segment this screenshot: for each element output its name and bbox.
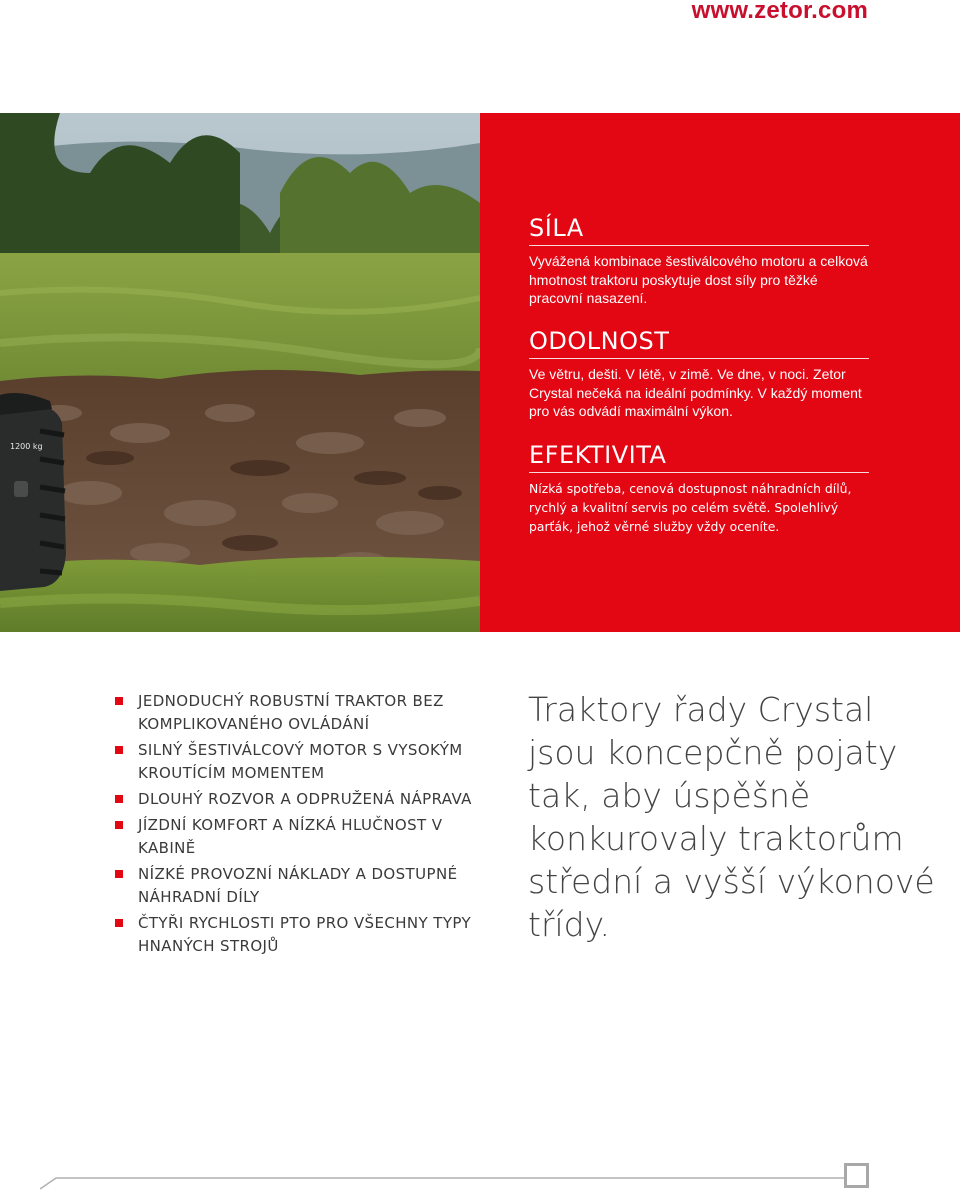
website-url[interactable]: www.zetor.com: [691, 0, 868, 24]
section-title: ODOLNOST: [529, 326, 869, 359]
tire-label: 1200 kg: [10, 442, 43, 451]
section-title: EFEKTIVITA: [529, 440, 869, 473]
feature-text: JEDNODUCHÝ ROBUSTNÍ TRAKTOR BEZ KOMPLIKOVANÉHO OVLÁDÁNÍ: [138, 692, 444, 733]
list-item: [115, 912, 495, 958]
section-odolnost: [529, 326, 869, 421]
section-text: Ve větru, dešti. V létě, v zimě. Ve dne, v noci. Zetor Crystal nečeká na ideální podmínky. V každý moment pro vás odvádí maximální výkon.: [529, 366, 862, 419]
list-item: [115, 863, 495, 909]
section-sila: [529, 213, 869, 308]
tagline: Traktory řady Crystal jsou koncepčně pojaty tak, aby úspěšně konkurovaly traktorům střední a vyšší výkonové třídy.: [528, 690, 935, 944]
footer-divider: [40, 1172, 850, 1190]
list-item: [115, 739, 495, 785]
list-item: [115, 814, 495, 860]
bullet-icon: [115, 870, 123, 878]
section-title: SÍLA: [529, 213, 869, 246]
section-efektivita: [529, 440, 869, 536]
list-item: [115, 788, 495, 811]
feature-text: SILNÝ ŠESTIVÁLCOVÝ MOTOR S VYSOKÝM KROUTÍCÍM MOMENTEM: [138, 741, 463, 782]
feature-text: JÍZDNÍ KOMFORT A NÍZKÁ HLUČNOST V KABINĚ: [138, 816, 443, 857]
feature-text: ČTYŘI RYCHLOSTI PTO PRO VŠECHNY TYPY HNANÝCH STROJŮ: [138, 914, 472, 955]
bullet-icon: [115, 746, 123, 754]
section-text: Vyvážená kombinace šestiválcového motoru a celková hmotnost traktoru poskytuje dost síly pro těžké pracovní nasazení.: [529, 253, 868, 306]
hero-photo: [0, 113, 480, 632]
page-marker-icon: [844, 1163, 869, 1188]
benefits-panel: [480, 113, 960, 632]
bullet-icon: [115, 821, 123, 829]
bullet-icon: [115, 919, 123, 927]
feature-text: NÍZKÉ PROVOZNÍ NÁKLADY A DOSTUPNÉ NÁHRADNÍ DÍLY: [138, 865, 458, 906]
bullet-icon: [115, 697, 123, 705]
feature-text: DLOUHÝ ROZVOR A ODPRUŽENÁ NÁPRAVA: [138, 790, 472, 808]
section-text: Nízká spotřeba, cenová dostupnost náhradních dílů, rychlý a kvalitní servis po celém světě. Spolehlivý parťák, jehož věrné služby vždy oceníte.: [529, 481, 852, 534]
feature-list: [115, 690, 495, 961]
list-item: [115, 690, 495, 736]
tractor-tire-icon: [0, 393, 66, 591]
bullet-icon: [115, 795, 123, 803]
